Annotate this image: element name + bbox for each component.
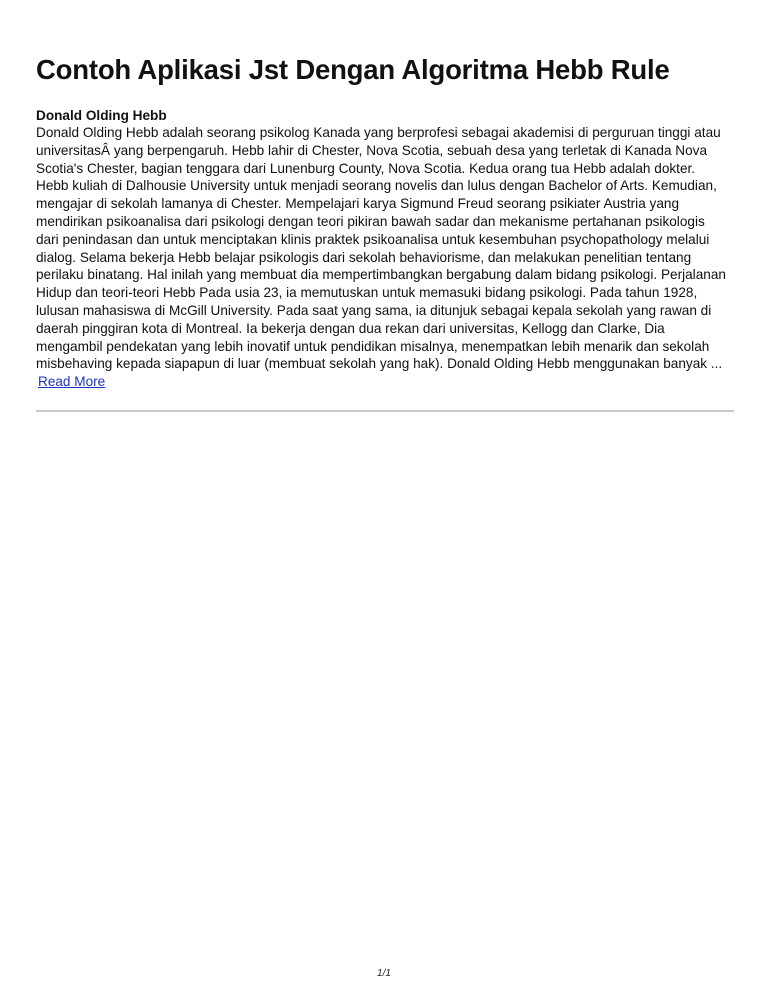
page-title: Contoh Aplikasi Jst Dengan Algoritma Hebb Rule	[36, 54, 670, 85]
section-divider	[36, 410, 734, 412]
page-number: 1/1	[377, 968, 391, 979]
article-section	[36, 107, 734, 391]
article-body: Donald Olding Hebb adalah seorang psikolog Kanada yang berprofesi sebagai akademisi di perguruan tinggi atau universitasÂ yang berpengaruh. Hebb lahir di Chester, Nova Scotia, sebuah desa yang terletak di Kanada Nova Scotia's Chester, bagian tenggara dari Lunenburg County, Nova Scotia. Kedua orang tua Hebb adalah dokter. Hebb kuliah di Dalhousie University untuk menjadi seorang novelis dan lulus dengan Bachelor of Arts. Kemudian, mengajar di sekolah lamanya di Chester. Mempelajari karya Sigmund Freud seorang psikiater Austria yang mendirikan psikoanalisa dari psikologi dengan teori pikiran bawah sadar dan mekanisme pertahanan psikologis dari penindasan dan untuk menciptakan klinis praktek psikoanalisa untuk kesembuhan psychopathology melalui dialog. Selama bekerja Hebb belajar psikologis dari sekolah behaviorisme, dan melakukan penelitian tentang perilaku binatang. Hal inilah yang membuat dia mempertimbangkan bergabung dalam bidang psikologi. Perjalanan Hidup dan teori-teori Hebb Pada usia 23, ia memutuskan untuk memasuki bidang psikologi. Pada tahun 1928, lulusan mahasiswa di McGill University. Pada saat yang sama, ia ditunjuk sebagai kepala sekolah yang rawan di daerah pinggiran kota di Montreal. Ia bekerja dengan dua rekan dari universitas, Kellogg dan Clarke, Dia mengambil pendekatan yang lebih inovatif untuk pendidikan misalnya, menempatkan lebih menarik dan sekolah misbehaving kepada siapapun di luar (membuat sekolah yang hak). Donald Olding Hebb menggunakan banyak ...	[36, 125, 726, 372]
article-heading: Donald Olding Hebb	[36, 108, 167, 123]
read-more-link[interactable]: Read More	[38, 374, 106, 390]
